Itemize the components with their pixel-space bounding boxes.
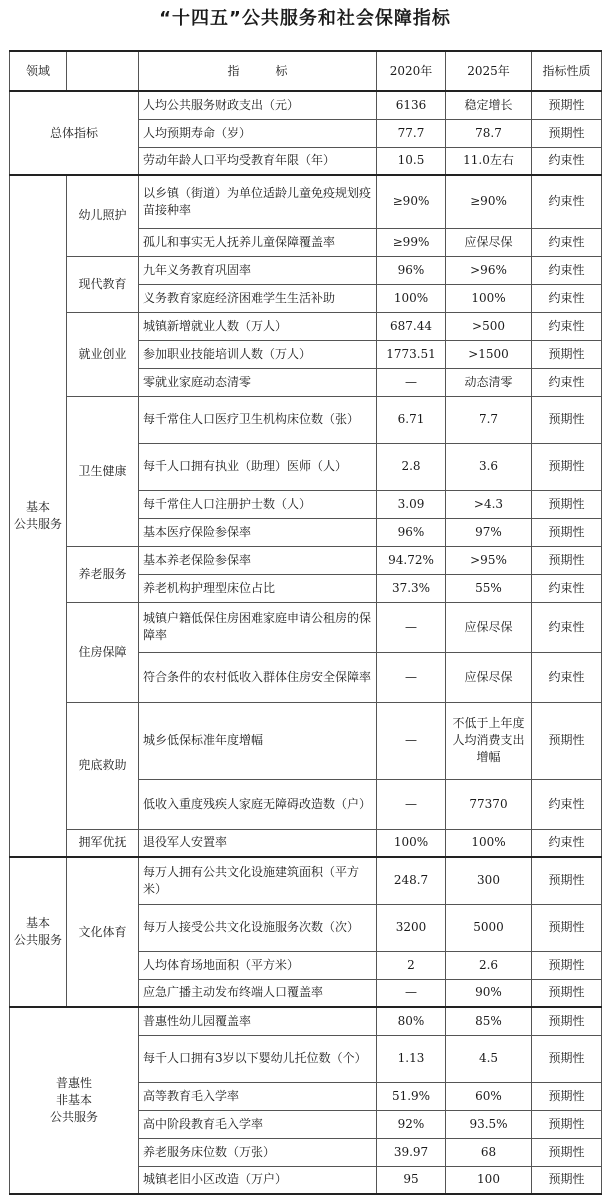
value-2020-cell: —: [377, 602, 446, 652]
indicator-cell: 城乡低保标准年度增幅: [139, 702, 377, 779]
nature-cell: 预期性: [532, 490, 602, 518]
value-2025-cell: 100%: [446, 829, 532, 857]
value-2020-cell: 100%: [377, 284, 446, 312]
subdomain-cell: 养老服务: [67, 546, 139, 602]
nature-cell: 约束性: [532, 312, 602, 340]
domain-cell: 总体指标: [10, 91, 139, 175]
value-2025-cell: 5000: [446, 904, 532, 951]
indicator-cell: 人均体育场地面积（平方米）: [139, 951, 377, 979]
nature-cell: 预期性: [532, 1082, 602, 1110]
header-indicator: 指 标: [139, 51, 377, 91]
value-2025-cell: 68: [446, 1138, 532, 1166]
indicator-cell: 每千常住人口医疗卫生机构床位数（张）: [139, 396, 377, 443]
subdomain-cell: 兜底救助: [67, 702, 139, 829]
nature-cell: 预期性: [532, 904, 602, 951]
value-2025-cell: 2.6: [446, 951, 532, 979]
value-2020-cell: 96%: [377, 256, 446, 284]
value-2020-cell: 92%: [377, 1110, 446, 1138]
indicator-cell: 退役军人安置率: [139, 829, 377, 857]
value-2020-cell: 37.3%: [377, 574, 446, 602]
table-row: [10, 256, 602, 284]
value-2020-cell: 1.13: [377, 1035, 446, 1082]
nature-cell: 约束性: [532, 368, 602, 396]
nature-cell: 预期性: [532, 546, 602, 574]
value-2025-cell: >4.3: [446, 490, 532, 518]
value-2025-cell: 90%: [446, 979, 532, 1007]
value-2020-cell: 3.09: [377, 490, 446, 518]
value-2020-cell: 687.44: [377, 312, 446, 340]
subdomain-cell: 卫生健康: [67, 396, 139, 546]
value-2020-cell: —: [377, 779, 446, 829]
indicator-cell: 零就业家庭动态清零: [139, 368, 377, 396]
value-2020-cell: ≥90%: [377, 175, 446, 228]
indicator-cell: 每万人拥有公共文化设施建筑面积（平方米）: [139, 857, 377, 904]
indicator-cell: 九年义务教育巩固率: [139, 256, 377, 284]
indicator-cell: 高等教育毛入学率: [139, 1082, 377, 1110]
value-2020-cell: 6.71: [377, 396, 446, 443]
indicator-cell: 养老机构护理型床位占比: [139, 574, 377, 602]
value-2025-cell: 7.7: [446, 396, 532, 443]
subdomain-cell: 现代教育: [67, 256, 139, 312]
value-2020-cell: 51.9%: [377, 1082, 446, 1110]
subdomain-cell: 就业创业: [67, 312, 139, 396]
nature-cell: 约束性: [532, 175, 602, 228]
value-2020-cell: 95: [377, 1166, 446, 1194]
nature-cell: 预期性: [532, 91, 602, 119]
header-row: [10, 51, 602, 91]
indicator-cell: 基本养老保险参保率: [139, 546, 377, 574]
indicator-cell: 每千人口拥有3岁以下婴幼儿托位数（个）: [139, 1035, 377, 1082]
value-2025-cell: 100: [446, 1166, 532, 1194]
indicator-cell: 养老服务床位数（万张）: [139, 1138, 377, 1166]
indicator-cell: 每千人口拥有执业（助理）医师（人）: [139, 443, 377, 490]
value-2020-cell: 6136: [377, 91, 446, 119]
nature-cell: 预期性: [532, 1035, 602, 1082]
table-row: [10, 829, 602, 857]
value-2025-cell: 85%: [446, 1007, 532, 1035]
table-row: [10, 396, 602, 443]
domain-cell: 普惠性 非基本 公共服务: [10, 1007, 139, 1194]
indicator-cell: 劳动年龄人口平均受教育年限（年）: [139, 147, 377, 175]
value-2020-cell: —: [377, 702, 446, 779]
value-2025-cell: 4.5: [446, 1035, 532, 1082]
header-nature: 指标性质: [532, 51, 602, 91]
value-2025-cell: 不低于上年度人均消费支出增幅: [446, 702, 532, 779]
value-2025-cell: >96%: [446, 256, 532, 284]
indicator-cell: 人均预期寿命（岁）: [139, 119, 377, 147]
value-2025-cell: 应保尽保: [446, 602, 532, 652]
value-2025-cell: 300: [446, 857, 532, 904]
value-2020-cell: 39.97: [377, 1138, 446, 1166]
indicator-cell: 应急广播主动发布终端人口覆盖率: [139, 979, 377, 1007]
indicator-cell: 孤儿和事实无人抚养儿童保障覆盖率: [139, 228, 377, 256]
nature-cell: 预期性: [532, 951, 602, 979]
indicator-cell: 符合条件的农村低收入群体住房安全保障率: [139, 652, 377, 702]
value-2025-cell: 60%: [446, 1082, 532, 1110]
table-row: [10, 312, 602, 340]
nature-cell: 约束性: [532, 574, 602, 602]
indicator-cell: 每万人接受公共文化设施服务次数（次）: [139, 904, 377, 951]
value-2020-cell: 2.8: [377, 443, 446, 490]
domain-cell: 基本 公共服务: [10, 857, 67, 1007]
value-2020-cell: 10.5: [377, 147, 446, 175]
nature-cell: 预期性: [532, 702, 602, 779]
nature-cell: 约束性: [532, 652, 602, 702]
subdomain-cell: 拥军优抚: [67, 829, 139, 857]
nature-cell: 约束性: [532, 256, 602, 284]
indicator-cell: 以乡镇（街道）为单位适龄儿童免疫规划疫苗接种率: [139, 175, 377, 228]
value-2025-cell: 100%: [446, 284, 532, 312]
table-row: [10, 602, 602, 652]
value-2025-cell: 93.5%: [446, 1110, 532, 1138]
indicator-cell: 基本医疗保险参保率: [139, 518, 377, 546]
indicator-cell: 义务教育家庭经济困难学生生活补助: [139, 284, 377, 312]
indicator-table: [9, 50, 602, 1195]
value-2025-cell: >500: [446, 312, 532, 340]
value-2025-cell: 11.0左右: [446, 147, 532, 175]
table-row: [10, 546, 602, 574]
value-2025-cell: 77370: [446, 779, 532, 829]
table-row: [10, 175, 602, 228]
value-2025-cell: >95%: [446, 546, 532, 574]
indicator-cell: 人均公共服务财政支出（元）: [139, 91, 377, 119]
header-2025: 2025年: [446, 51, 532, 91]
value-2020-cell: 96%: [377, 518, 446, 546]
value-2020-cell: 77.7: [377, 119, 446, 147]
nature-cell: 约束性: [532, 284, 602, 312]
indicator-cell: 城镇户籍低保住房困难家庭申请公租房的保障率: [139, 602, 377, 652]
nature-cell: 预期性: [532, 396, 602, 443]
nature-cell: 约束性: [532, 228, 602, 256]
domain-cell: 基本 公共服务: [10, 175, 67, 857]
indicator-cell: 城镇老旧小区改造（万户）: [139, 1166, 377, 1194]
header-subdomain: [67, 51, 139, 91]
value-2025-cell: 应保尽保: [446, 652, 532, 702]
value-2025-cell: >1500: [446, 340, 532, 368]
value-2020-cell: 3200: [377, 904, 446, 951]
subdomain-cell: 文化体育: [67, 857, 139, 1007]
table-row: [10, 1007, 602, 1035]
indicator-cell: 参加职业技能培训人数（万人）: [139, 340, 377, 368]
indicator-cell: 低收入重度残疾人家庭无障碍改造数（户）: [139, 779, 377, 829]
header-domain: 领域: [10, 51, 67, 91]
value-2020-cell: —: [377, 368, 446, 396]
nature-cell: 约束性: [532, 829, 602, 857]
nature-cell: 约束性: [532, 602, 602, 652]
table-row: [10, 857, 602, 904]
nature-cell: 约束性: [532, 147, 602, 175]
value-2020-cell: 1773.51: [377, 340, 446, 368]
indicator-cell: 城镇新增就业人数（万人）: [139, 312, 377, 340]
value-2025-cell: 3.6: [446, 443, 532, 490]
value-2020-cell: ≥99%: [377, 228, 446, 256]
value-2020-cell: —: [377, 979, 446, 1007]
value-2025-cell: 稳定增长: [446, 91, 532, 119]
indicator-cell: 高中阶段教育毛入学率: [139, 1110, 377, 1138]
table-row: [10, 702, 602, 779]
nature-cell: 预期性: [532, 1110, 602, 1138]
nature-cell: 预期性: [532, 1007, 602, 1035]
subdomain-cell: 住房保障: [67, 602, 139, 702]
value-2025-cell: ≥90%: [446, 175, 532, 228]
nature-cell: 预期性: [532, 979, 602, 1007]
value-2020-cell: —: [377, 652, 446, 702]
nature-cell: 约束性: [532, 779, 602, 829]
table-row: [10, 91, 602, 119]
nature-cell: 预期性: [532, 1138, 602, 1166]
nature-cell: 预期性: [532, 857, 602, 904]
nature-cell: 预期性: [532, 1166, 602, 1194]
value-2025-cell: 动态清零: [446, 368, 532, 396]
value-2020-cell: 2: [377, 951, 446, 979]
value-2020-cell: 94.72%: [377, 546, 446, 574]
nature-cell: 预期性: [532, 443, 602, 490]
indicator-cell: 普惠性幼儿园覆盖率: [139, 1007, 377, 1035]
indicator-cell: 每千常住人口注册护士数（人）: [139, 490, 377, 518]
value-2020-cell: 248.7: [377, 857, 446, 904]
subdomain-cell: 幼儿照护: [67, 175, 139, 256]
value-2025-cell: 78.7: [446, 119, 532, 147]
header-2020: 2020年: [377, 51, 446, 91]
table-body: [10, 91, 602, 1194]
nature-cell: 预期性: [532, 340, 602, 368]
value-2025-cell: 应保尽保: [446, 228, 532, 256]
nature-cell: 预期性: [532, 119, 602, 147]
value-2020-cell: 100%: [377, 829, 446, 857]
nature-cell: 预期性: [532, 518, 602, 546]
value-2020-cell: 80%: [377, 1007, 446, 1035]
value-2025-cell: 97%: [446, 518, 532, 546]
table-title: “十四五”公共服务和社会保障指标: [159, 8, 451, 29]
value-2025-cell: 55%: [446, 574, 532, 602]
